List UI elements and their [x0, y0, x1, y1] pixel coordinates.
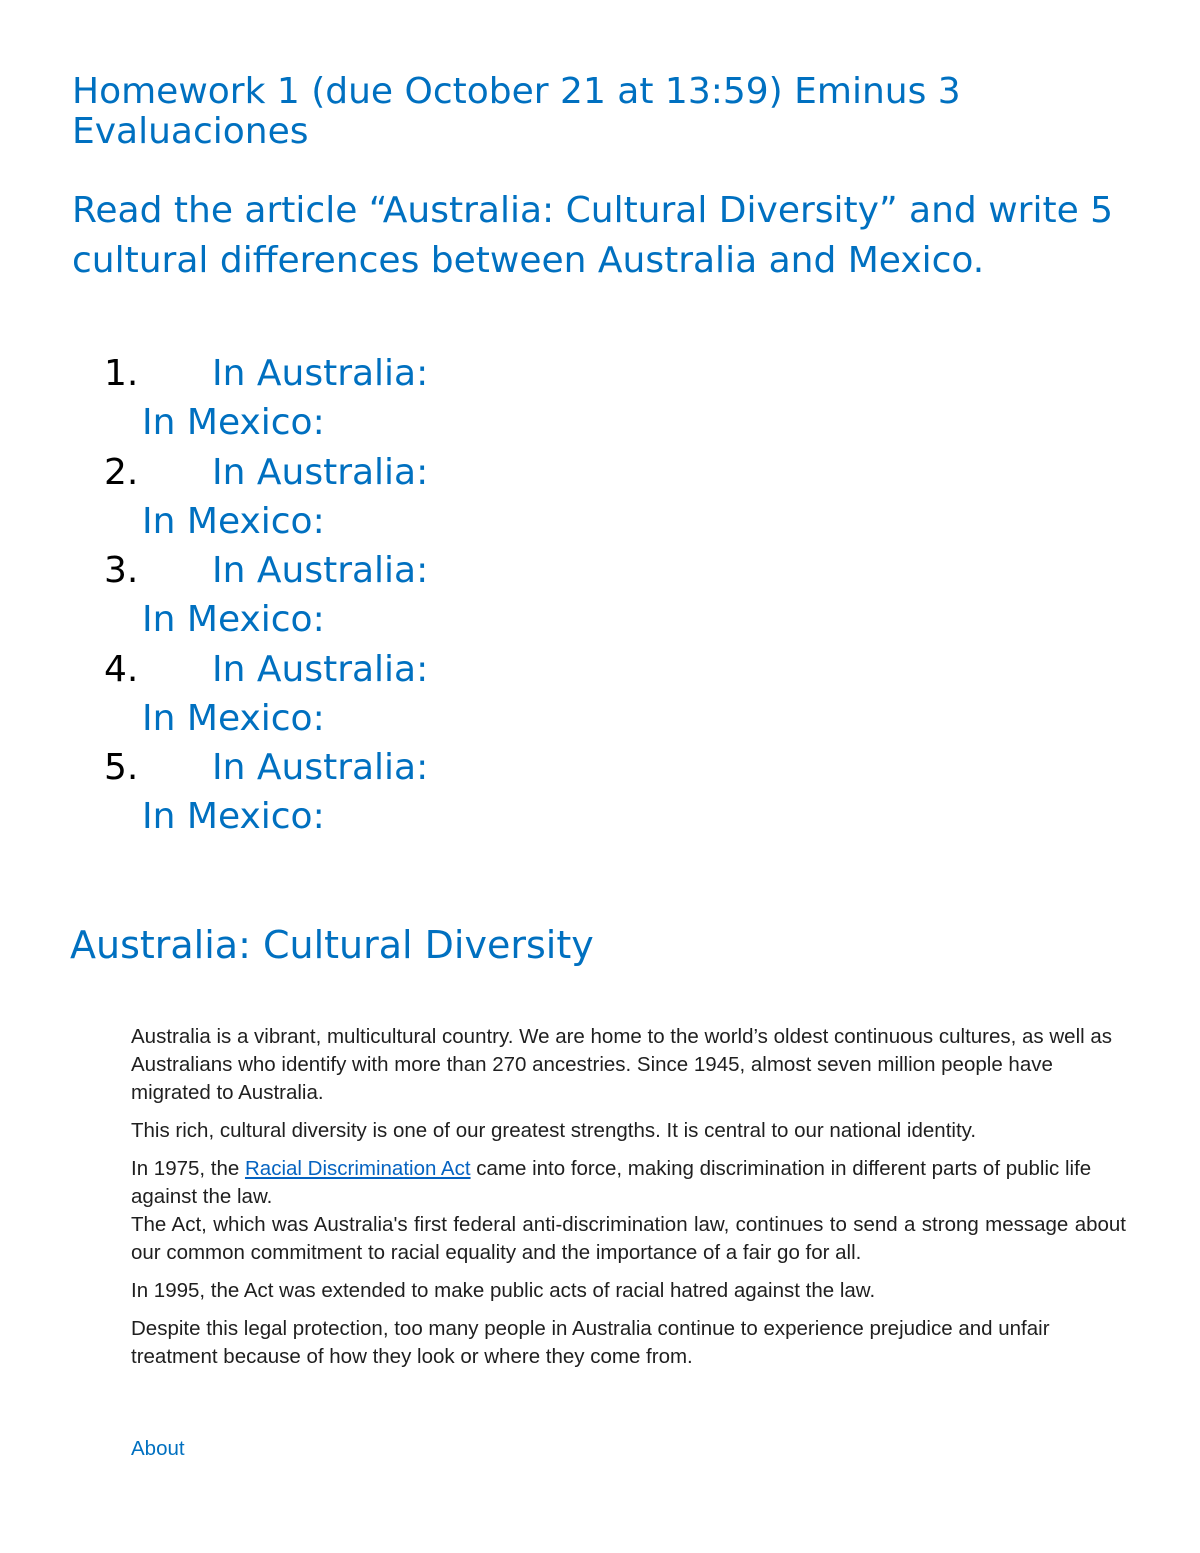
article-paragraph: This rich, cultural diversity is one of our greatest strengths. It is central to our national identity.	[131, 1119, 977, 1142]
australia-label: In Australia:	[212, 648, 429, 690]
paragraph-text: came into force, making discrimination in different parts of public life against the law.	[131, 1157, 1092, 1208]
differences-list	[0, 349, 1200, 842]
article-body	[131, 1023, 1126, 1381]
racial-discrimination-act-link[interactable]: Racial Discrimination Act	[244, 1157, 471, 1180]
australia-label: In Australia:	[212, 747, 429, 788]
article-paragraph	[131, 1155, 1126, 1211]
item-number: 3.	[104, 550, 139, 591]
mexico-label: In Mexico:	[142, 599, 325, 640]
article-title: Australia: Cultural Diversity	[70, 923, 594, 967]
mexico-label: In Mexico:	[142, 796, 325, 837]
australia-label: In Australia:	[212, 550, 429, 591]
list-item	[0, 349, 1200, 448]
list-item	[0, 448, 1200, 547]
item-number: 1.	[104, 353, 139, 394]
article-paragraph: In 1995, the Act was extended to make public acts of racial hatred against the law.	[131, 1279, 876, 1302]
list-item	[0, 645, 1200, 744]
australia-label: In Australia:	[212, 451, 429, 493]
about-link[interactable]: About	[131, 1437, 185, 1460]
item-number: 4.	[104, 648, 139, 690]
item-number: 5.	[104, 747, 139, 788]
item-number: 2.	[104, 451, 139, 493]
article-paragraph: Australia is a vibrant, multicultural country. We are home to the world’s oldest continuous cultures, as well as Australians who identify with more than 270 ancestries. Since 1945, almost seven million people have migrated to Australia.	[131, 1025, 1113, 1104]
mexico-label: In Mexico:	[142, 500, 325, 542]
mexico-label: In Mexico:	[142, 402, 325, 443]
article-paragraph: The Act, which was Australia's first federal anti-discrimination law, continues to send a strong message about our common commitment to racial equality and the importance of a fair go for all.	[131, 1213, 1126, 1264]
australia-label: In Australia:	[212, 353, 429, 394]
list-item	[0, 546, 1200, 645]
paragraph-text: In 1975, the	[131, 1157, 245, 1180]
article-paragraph: Despite this legal protection, too many people in Australia continue to experience prejudice and unfair treatment because of how they look or where they come from.	[131, 1317, 1050, 1368]
list-item	[0, 743, 1200, 842]
instructions: Read the article “Australia: Cultural Diversity” and write 5 cultural differences between Australia and Mexico.	[72, 190, 1114, 281]
mexico-label: In Mexico:	[142, 697, 325, 739]
homework-title: Homework 1 (due October 21 at 13:59) Eminus 3 Evaluaciones	[72, 71, 961, 152]
